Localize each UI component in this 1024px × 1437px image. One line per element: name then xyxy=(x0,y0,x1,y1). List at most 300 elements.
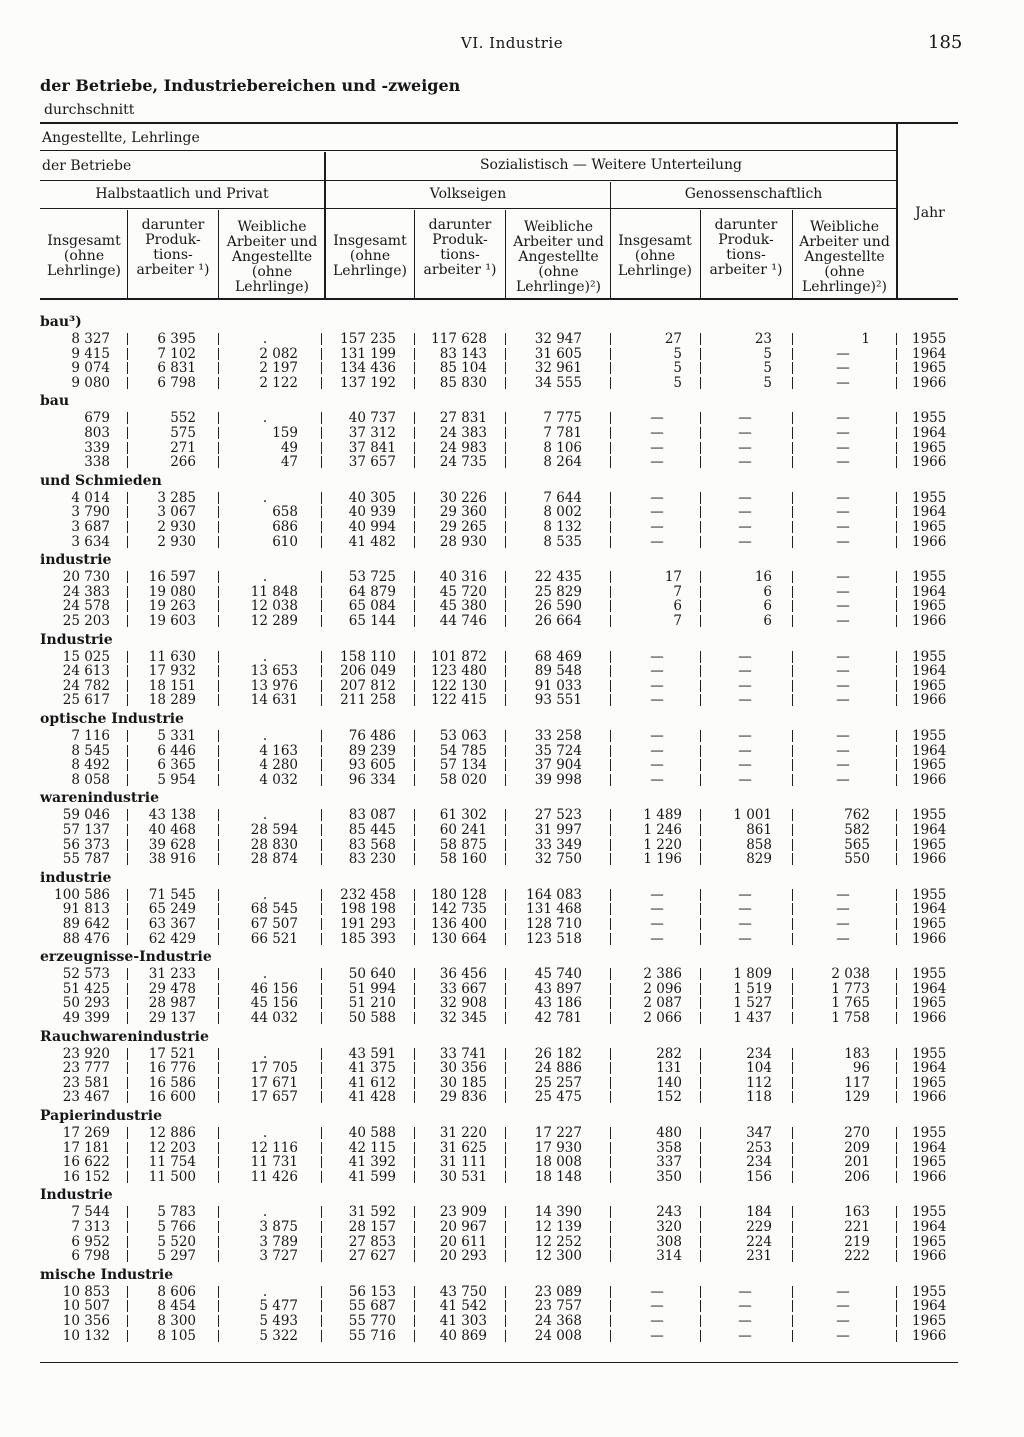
table-cell: — xyxy=(738,533,752,550)
table-cell: 50 640 xyxy=(348,966,396,983)
table-row xyxy=(0,1089,1024,1104)
column-rule xyxy=(505,506,506,518)
table-cell: 59 046 xyxy=(62,807,110,824)
table-cell: 1 527 xyxy=(733,995,772,1012)
table-cell: 68 545 xyxy=(250,901,298,918)
table-cell: 122 415 xyxy=(431,692,487,709)
table-cell: 43 591 xyxy=(348,1045,396,1062)
table-cell: 38 916 xyxy=(148,851,196,868)
table-row xyxy=(0,504,1024,519)
column-rule xyxy=(792,1048,793,1060)
column-rule xyxy=(218,412,219,424)
table-cell: 23 920 xyxy=(62,1045,110,1062)
table-row xyxy=(0,1140,1024,1155)
column-rule xyxy=(505,427,506,439)
table-cell: 3 285 xyxy=(157,489,196,506)
column-rule xyxy=(127,456,128,468)
table-cell: 17 932 xyxy=(148,663,196,680)
column-rule xyxy=(700,1012,701,1024)
column-rule xyxy=(414,730,415,742)
table-cell: 31 997 xyxy=(534,822,582,838)
column-rule xyxy=(127,933,128,945)
table-cell: 9 074 xyxy=(71,360,110,377)
column-rule xyxy=(321,1077,322,1089)
column-rule xyxy=(127,1077,128,1089)
table-cell: . xyxy=(262,331,268,347)
table-cell: . xyxy=(262,489,268,506)
table-cell: 30 531 xyxy=(439,1168,487,1185)
column-rule xyxy=(127,362,128,374)
table-cell: 67 507 xyxy=(250,916,298,932)
column-rule xyxy=(127,903,128,915)
column-rule xyxy=(700,492,701,504)
table-cell: — xyxy=(650,410,664,427)
table-cell: 83 230 xyxy=(348,851,396,868)
column-rule xyxy=(792,348,793,360)
table-cell: 43 186 xyxy=(534,995,582,1012)
table-cell: 358 xyxy=(656,1139,682,1156)
column-rule xyxy=(700,745,701,757)
table-cell: 5 783 xyxy=(157,1204,196,1221)
column-rule xyxy=(896,1236,897,1248)
year-column-rule xyxy=(896,124,898,298)
column-rule xyxy=(700,1048,701,1060)
col-insgesamt-b: Insgesamt (ohne Lehrlinge) xyxy=(333,233,407,279)
column-rule xyxy=(896,1142,897,1154)
table-row xyxy=(0,375,1024,390)
table-cell: 12 038 xyxy=(250,598,298,615)
table-cell: 582 xyxy=(844,822,870,838)
table-cell: 40 869 xyxy=(439,1327,487,1344)
year-cell: 1966 xyxy=(912,613,947,629)
column-rule xyxy=(218,1091,219,1103)
column-rule xyxy=(127,809,128,821)
column-rule xyxy=(610,665,611,677)
column-rule xyxy=(321,492,322,504)
column-rule xyxy=(896,1012,897,1024)
column-rule xyxy=(218,1156,219,1168)
table-cell: — xyxy=(738,742,752,759)
table-cell: — xyxy=(738,519,752,535)
table-cell: 861 xyxy=(746,822,772,838)
column-rule xyxy=(505,1286,506,1298)
table-cell: 140 xyxy=(656,1074,682,1091)
table-cell: 1 196 xyxy=(643,851,682,868)
column-rule xyxy=(505,492,506,504)
table-cell: 32 345 xyxy=(439,1010,487,1026)
column-rule xyxy=(127,506,128,518)
table-cell: 234 xyxy=(746,1045,772,1062)
column-rule xyxy=(700,759,701,771)
table-cell: — xyxy=(836,1298,850,1315)
table-cell: 49 399 xyxy=(62,1010,110,1026)
column-rule xyxy=(610,839,611,851)
table-cell: 31 233 xyxy=(148,966,196,983)
column-rule xyxy=(127,1062,128,1074)
table-row xyxy=(0,1125,1024,1140)
column-rule xyxy=(414,1250,415,1262)
table-cell: 10 132 xyxy=(62,1327,110,1344)
section-label: Industrie xyxy=(40,631,113,648)
table-row xyxy=(0,901,1024,916)
table-cell: — xyxy=(650,1327,664,1344)
year-cell: 1955 xyxy=(912,489,947,506)
table-cell: 29 137 xyxy=(148,1010,196,1026)
table-cell: 231 xyxy=(746,1248,772,1265)
column-rule xyxy=(414,1315,415,1327)
column-rule xyxy=(505,615,506,627)
table-row xyxy=(0,981,1024,996)
column-rule xyxy=(896,1062,897,1074)
table-cell: 71 545 xyxy=(148,886,196,903)
table-cell: 5 766 xyxy=(157,1219,196,1235)
table-cell: 1 765 xyxy=(831,995,870,1012)
column-rule xyxy=(218,759,219,771)
column-rule xyxy=(218,1206,219,1218)
table-cell: . xyxy=(262,807,268,824)
section-label: erzeugnisse-Industrie xyxy=(40,949,212,966)
table-row xyxy=(0,331,1024,346)
table-cell: 3 687 xyxy=(71,519,110,535)
col-rule-7 xyxy=(700,210,701,298)
table-cell: 16 586 xyxy=(148,1074,196,1091)
column-rule xyxy=(414,1156,415,1168)
table-cell: 137 192 xyxy=(340,374,396,391)
table-cell: 89 548 xyxy=(534,663,582,680)
column-rule xyxy=(321,1330,322,1342)
table-cell: 5 xyxy=(763,374,772,391)
table-cell: 37 312 xyxy=(348,425,396,441)
table-cell: — xyxy=(836,425,850,441)
year-cell: 1964 xyxy=(912,1219,947,1235)
table-cell: — xyxy=(650,901,664,918)
table-title: der Betriebe, Industriebereichen und -zweigen xyxy=(40,76,461,95)
section-label: warenindustrie xyxy=(40,790,159,807)
column-rule xyxy=(218,442,219,454)
column-rule xyxy=(127,1221,128,1233)
table-cell: 14 631 xyxy=(250,692,298,709)
column-rule xyxy=(218,651,219,663)
column-rule xyxy=(792,694,793,706)
table-cell: 32 908 xyxy=(439,995,487,1012)
column-rule xyxy=(700,1250,701,1262)
table-cell: 5 331 xyxy=(157,728,196,744)
table-cell: — xyxy=(738,439,752,456)
table-cell: 60 241 xyxy=(439,822,487,838)
column-rule xyxy=(896,1127,897,1139)
column-rule xyxy=(414,442,415,454)
column-rule xyxy=(896,427,897,439)
table-cell: 51 994 xyxy=(348,980,396,997)
table-cell: 803 xyxy=(84,425,110,441)
table-bottom-rule xyxy=(40,1362,958,1363)
table-cell: 20 293 xyxy=(439,1248,487,1265)
column-rule xyxy=(896,903,897,915)
col-rule-1 xyxy=(127,210,128,298)
table-cell: 480 xyxy=(656,1125,682,1141)
table-cell: — xyxy=(650,533,664,550)
column-rule xyxy=(896,1221,897,1233)
table-cell: 40 994 xyxy=(348,519,396,535)
table-cell: 350 xyxy=(656,1168,682,1185)
table-cell: 3 875 xyxy=(259,1219,298,1235)
column-rule xyxy=(321,615,322,627)
year-cell: 1955 xyxy=(912,1125,947,1141)
column-rule xyxy=(896,348,897,360)
table-cell: 91 813 xyxy=(62,901,110,918)
table-cell: 65 084 xyxy=(348,598,396,615)
table-row xyxy=(0,1313,1024,1328)
table-cell: 22 435 xyxy=(534,569,582,586)
column-rule xyxy=(700,348,701,360)
column-rule xyxy=(127,492,128,504)
column-rule xyxy=(127,442,128,454)
column-rule xyxy=(414,824,415,836)
column-rule xyxy=(896,600,897,612)
table-cell: 24 735 xyxy=(439,454,487,471)
column-rule xyxy=(896,933,897,945)
table-cell: 91 033 xyxy=(534,677,582,694)
table-cell: 339 xyxy=(84,439,110,456)
column-rule xyxy=(127,968,128,980)
table-cell: — xyxy=(738,771,752,788)
table-cell: 33 258 xyxy=(534,728,582,744)
table-cell: — xyxy=(738,1298,752,1315)
column-rule xyxy=(700,651,701,663)
table-cell: 243 xyxy=(656,1204,682,1221)
column-rule xyxy=(505,839,506,851)
table-cell: — xyxy=(836,916,850,932)
table-cell: 45 720 xyxy=(439,583,487,600)
column-rule xyxy=(505,665,506,677)
table-cell: 4 280 xyxy=(259,757,298,774)
column-rule xyxy=(505,853,506,865)
column-rule xyxy=(792,1062,793,1074)
column-rule xyxy=(700,377,701,389)
table-cell: 164 083 xyxy=(526,886,582,903)
table-row xyxy=(0,1219,1024,1234)
table-cell: 152 xyxy=(656,1089,682,1106)
column-rule xyxy=(700,918,701,930)
table-cell: 61 302 xyxy=(439,807,487,824)
column-rule xyxy=(700,983,701,995)
table-cell: 1 437 xyxy=(733,1010,772,1026)
section-label: Papierindustrie xyxy=(40,1108,163,1124)
column-rule xyxy=(127,694,128,706)
column-rule xyxy=(218,615,219,627)
table-cell: 49 xyxy=(280,439,298,456)
table-cell: 23 909 xyxy=(439,1204,487,1221)
table-cell: 12 203 xyxy=(148,1139,196,1156)
table-cell: 29 265 xyxy=(439,519,487,535)
table-cell: 6 798 xyxy=(157,374,196,391)
table-row xyxy=(0,1234,1024,1249)
column-rule xyxy=(700,1300,701,1312)
table-cell: 134 436 xyxy=(340,360,396,377)
table-cell: 28 987 xyxy=(148,995,196,1012)
table-cell: — xyxy=(836,1313,850,1329)
table-cell: 8 105 xyxy=(157,1327,196,1344)
table-cell: 29 836 xyxy=(439,1089,487,1106)
column-rule xyxy=(792,536,793,548)
column-rule xyxy=(414,983,415,995)
table-row xyxy=(0,1060,1024,1075)
table-cell: 17 227 xyxy=(534,1125,582,1141)
table-row xyxy=(0,1328,1024,1343)
column-rule xyxy=(321,456,322,468)
table-cell: 24 983 xyxy=(439,439,487,456)
table-cell: 27 523 xyxy=(534,807,582,824)
table-cell: 16 622 xyxy=(62,1154,110,1171)
table-cell: 58 020 xyxy=(439,771,487,788)
table-cell: 23 581 xyxy=(62,1074,110,1091)
section-label: industrie xyxy=(40,552,112,569)
table-cell: 83 087 xyxy=(348,807,396,824)
column-rule xyxy=(321,651,322,663)
table-cell: 5 520 xyxy=(157,1233,196,1250)
table-cell: 159 xyxy=(272,425,298,441)
column-rule xyxy=(610,730,611,742)
column-rule xyxy=(321,1091,322,1103)
table-cell: 24 613 xyxy=(62,663,110,680)
column-rule xyxy=(610,903,611,915)
table-cell: 5 xyxy=(763,360,772,377)
column-rule xyxy=(127,377,128,389)
table-cell: 85 104 xyxy=(439,360,487,377)
table-cell: . xyxy=(262,728,268,744)
year-cell: 1964 xyxy=(912,504,947,521)
table-cell: 47 xyxy=(280,454,298,471)
table-cell: 83 568 xyxy=(348,836,396,853)
table-row xyxy=(0,1169,1024,1184)
table-cell: 20 730 xyxy=(62,569,110,586)
column-rule xyxy=(505,521,506,533)
table-cell: — xyxy=(738,692,752,709)
column-rule xyxy=(896,1048,897,1060)
table-cell: — xyxy=(738,425,752,441)
table-cell: — xyxy=(738,930,752,947)
column-rule xyxy=(218,1048,219,1060)
table-cell: 2 066 xyxy=(643,1010,682,1026)
table-cell: 17 181 xyxy=(62,1139,110,1156)
table-cell: 118 xyxy=(746,1089,772,1106)
column-rule xyxy=(700,1236,701,1248)
column-rule xyxy=(610,1330,611,1342)
table-cell: — xyxy=(650,1283,664,1300)
column-rule xyxy=(700,774,701,786)
table-cell: 62 429 xyxy=(148,930,196,947)
column-rule xyxy=(792,1206,793,1218)
column-rule xyxy=(321,809,322,821)
table-cell: 32 947 xyxy=(534,331,582,347)
table-cell: 131 468 xyxy=(526,901,582,918)
year-cell: 1964 xyxy=(912,663,947,680)
table-row xyxy=(0,490,1024,505)
table-cell: 31 605 xyxy=(534,345,582,362)
column-rule xyxy=(792,651,793,663)
column-rule xyxy=(792,1221,793,1233)
year-cell: 1955 xyxy=(912,886,947,903)
column-rule xyxy=(321,1300,322,1312)
column-rule xyxy=(792,442,793,454)
table-cell: 6 xyxy=(763,613,772,629)
column-rule xyxy=(505,1250,506,1262)
column-rule xyxy=(218,1221,219,1233)
table-row xyxy=(0,887,1024,902)
table-cell: 8 492 xyxy=(71,757,110,774)
table-cell: 53 725 xyxy=(348,569,396,586)
column-rule xyxy=(792,1091,793,1103)
column-rule xyxy=(127,615,128,627)
column-rule xyxy=(505,997,506,1009)
table-cell: 27 831 xyxy=(439,410,487,427)
table-cell: 17 521 xyxy=(148,1045,196,1062)
table-cell: — xyxy=(738,504,752,521)
column-rule xyxy=(127,997,128,1009)
table-cell: 27 853 xyxy=(348,1233,396,1250)
year-cell: 1955 xyxy=(912,1204,947,1221)
column-rule xyxy=(610,1142,611,1154)
table-cell: 185 393 xyxy=(340,930,396,947)
table-cell: 65 249 xyxy=(148,901,196,918)
table-cell: 117 xyxy=(844,1074,870,1091)
column-rule xyxy=(610,442,611,454)
column-rule xyxy=(792,456,793,468)
column-rule xyxy=(610,774,611,786)
table-row xyxy=(0,743,1024,758)
column-rule xyxy=(610,694,611,706)
table-row xyxy=(0,1046,1024,1061)
year-cell: 1966 xyxy=(912,1010,947,1026)
column-rule xyxy=(610,1250,611,1262)
table-cell: . xyxy=(262,410,268,427)
table-cell: 17 671 xyxy=(250,1074,298,1091)
column-rule xyxy=(700,1206,701,1218)
column-rule xyxy=(792,1077,793,1089)
column-rule xyxy=(610,1236,611,1248)
column-rule xyxy=(792,377,793,389)
column-rule xyxy=(414,1062,415,1074)
table-cell: 37 904 xyxy=(534,757,582,774)
column-rule xyxy=(218,1300,219,1312)
table-cell: — xyxy=(738,1283,752,1300)
column-rule xyxy=(505,889,506,901)
table-cell: 10 853 xyxy=(62,1283,110,1300)
table-cell: 206 xyxy=(844,1168,870,1185)
column-rule xyxy=(321,680,322,692)
table-cell: 100 586 xyxy=(54,886,110,903)
column-rule xyxy=(414,1012,415,1024)
column-rule xyxy=(792,586,793,598)
column-rule xyxy=(792,1142,793,1154)
table-cell: . xyxy=(262,648,268,665)
column-rule xyxy=(505,1330,506,1342)
column-rule xyxy=(127,824,128,836)
column-rule xyxy=(792,839,793,851)
table-cell: — xyxy=(650,677,664,694)
table-cell: 156 xyxy=(746,1168,772,1185)
table-cell: — xyxy=(836,489,850,506)
table-cell: 20 967 xyxy=(439,1219,487,1235)
column-rule xyxy=(610,586,611,598)
column-rule xyxy=(218,730,219,742)
table-cell: 2 930 xyxy=(157,519,196,535)
column-rule xyxy=(792,997,793,1009)
table-cell: 7 116 xyxy=(71,728,110,744)
table-cell: 32 750 xyxy=(534,851,582,868)
column-rule xyxy=(700,853,701,865)
column-rule xyxy=(700,521,701,533)
